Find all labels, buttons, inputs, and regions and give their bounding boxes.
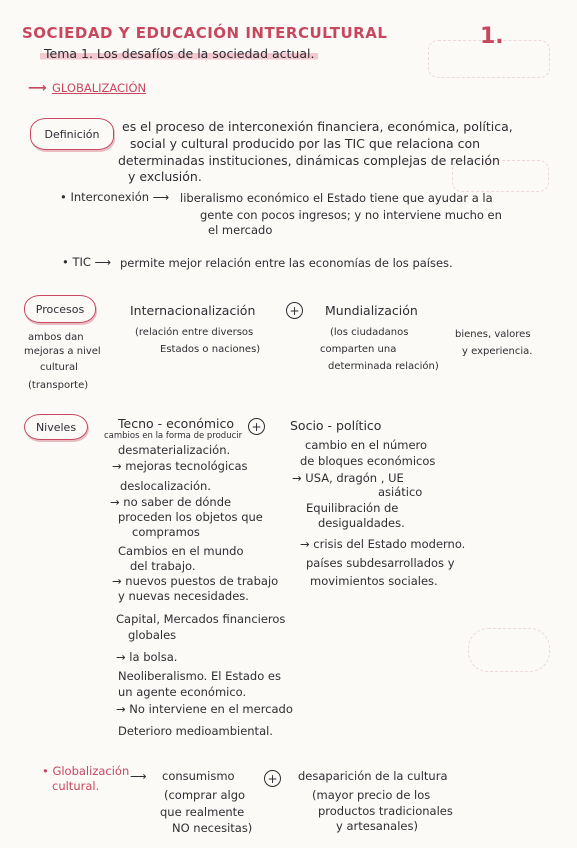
mundializacion-title: Mundialización [325,303,418,318]
socio-item: → USA, dragón , UE [292,471,404,485]
definicion-line: determinadas instituciones, dinámicas complejas de relación [118,153,500,168]
cultura-item: productos tradicionales [318,804,453,818]
socio-politico-title: Socio - político [290,418,382,433]
tecno-item: Deterioro medioambiental. [118,724,273,738]
internacionalizacion-note: (relación entre diversos [135,327,254,338]
socio-item: asiático [378,485,423,499]
arrow-icon: ⟶ [130,769,147,783]
definicion-bubble [30,118,114,150]
page-title: SOCIEDAD Y EDUCACIÓN INTERCULTURAL [22,24,388,42]
interconexion-line: liberalismo económico el Estado tiene que ayudar a la [180,191,493,205]
tecno-economico-title: Tecno - económico [118,416,235,431]
globalizacion-cultural-label: cultural. [52,779,100,793]
tecno-item: del trabajo. [130,559,196,573]
arrow-icon: ⟶ [28,81,47,96]
tecno-item: Cambios en el mundo [118,544,244,558]
mundializacion-note: comparten una [320,344,397,355]
interconexion-line: gente con pocos ingresos; y no interviene mucho en [200,208,502,222]
tecno-item: deslocalización. [120,479,211,493]
tecno-item: → no saber de dónde [110,495,232,509]
tecno-item: desmaterialización. [118,443,231,457]
procesos-note: cultural [40,362,78,373]
mundializacion-side: bienes, valores [455,329,531,340]
section-heading-globalizacion: GLOBALIZACIÓN [52,81,147,95]
definicion-label: Definición [44,127,100,141]
cultura-item: y artesanales) [336,819,418,833]
page-number: 1. [480,24,504,49]
procesos-note: mejoras a nivel [24,346,101,357]
procesos-note: ambos dan [28,332,84,343]
tecno-item: Neoliberalismo. El Estado es [118,669,281,683]
bleed-through-shape [468,628,550,672]
interconexion-label: • Interconexión ⟶ [60,190,170,204]
tecno-item: globales [128,628,177,642]
plus-icon: + [286,302,303,319]
niveles-bubble [24,414,88,440]
consumismo-item: NO necesitas) [172,821,253,835]
socio-item: → crisis del Estado moderno. [300,537,466,551]
cultura-item: (mayor precio de los [312,788,431,802]
procesos-label: Procesos [35,302,85,316]
tecno-item: → la bolsa. [116,650,178,664]
tecno-item: → mejoras tecnológicas [112,459,248,473]
globalizacion-cultural-label: • Globalización [42,764,130,778]
procesos-note: (transporte) [28,380,89,391]
cultura-item: desaparición de la cultura [298,769,448,783]
topic-subtitle: Tema 1. Los desafíos de la sociedad actual. [40,48,318,61]
tecno-item: → nuevos puestos de trabajo [112,574,279,588]
socio-item: países subdesarrollados y [306,556,455,570]
mundializacion-side: y experiencia. [462,346,533,357]
plus-icon: + [264,770,281,787]
niveles-label: Niveles [35,420,77,434]
consumismo-item: consumismo [162,769,235,783]
tic-text: permite mejor relación entre las economías de los países. [120,256,453,270]
socio-item: Equilibración de [306,501,399,515]
definicion-line: es el proceso de interconexión financiera, económica, política, [122,119,513,134]
socio-item: movimientos sociales. [310,574,438,588]
tecno-item: y nuevas necesidades. [118,589,249,603]
internacionalizacion-title: Internacionalización [130,303,256,318]
consumismo-item: (comprar algo [164,788,246,802]
mundializacion-note: (los ciudadanos [330,327,409,338]
tecno-item: Capital, Mercados financieros [116,612,286,626]
procesos-bubble [24,295,96,323]
socio-item: de bloques económicos [300,454,436,468]
socio-item: desigualdades. [318,516,405,530]
interconexion-line: el mercado [208,223,273,237]
plus-icon: + [248,418,265,435]
tecno-item: → No interviene en el mercado [116,702,293,716]
tecno-item: un agente económico. [118,685,247,699]
tic-label: • TIC ⟶ [62,255,112,269]
consumismo-item: que realmente [160,805,245,819]
socio-item: cambio en el número [305,438,428,452]
mundializacion-note: determinada relación) [328,361,439,372]
definicion-line: y exclusión. [128,169,202,184]
tecno-item: proceden los objetos que [118,510,263,524]
tecno-item: cambios en la forma de producir [104,431,243,441]
definicion-line: social y cultural producido por las TIC que relaciona con [130,136,481,151]
internacionalizacion-note: Estados o naciones) [160,344,261,355]
tecno-item: compramos [132,525,200,539]
